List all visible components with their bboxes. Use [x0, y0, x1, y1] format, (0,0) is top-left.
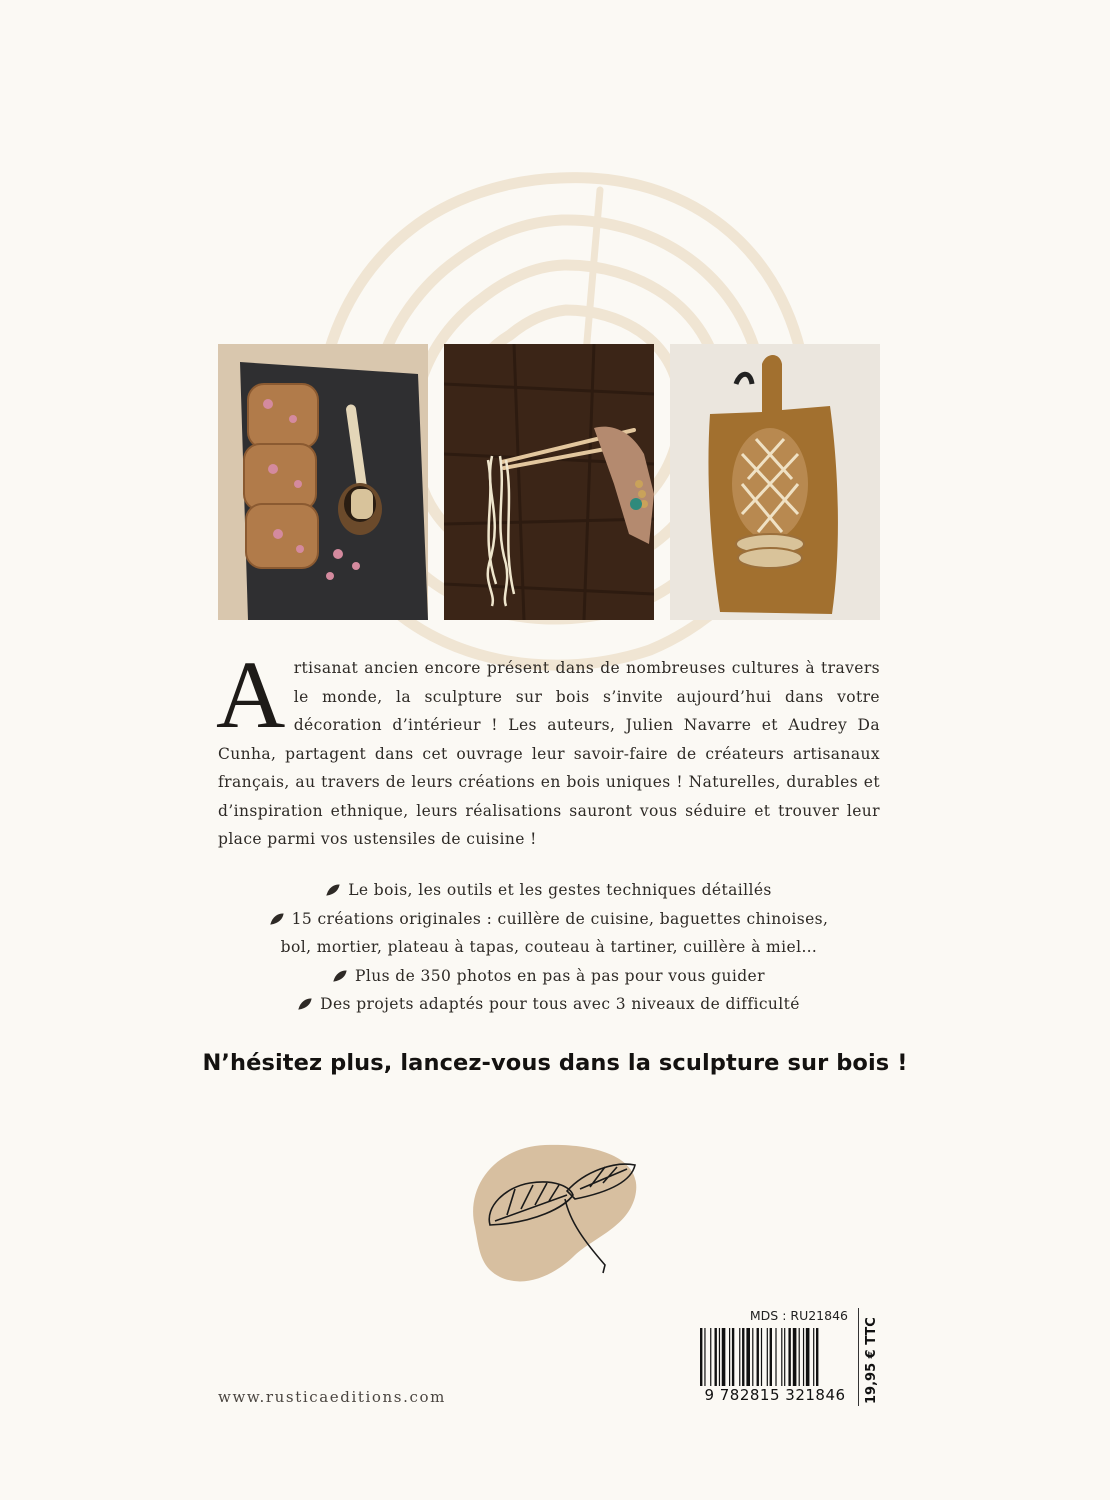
list-item-continued: bol, mortier, plateau à tapas, couteau à tartiner, cuillère à miel…	[280, 938, 818, 956]
leaf-bullet-icon	[298, 998, 312, 1010]
isbn-number: 9 782815 321846	[704, 1386, 846, 1404]
leaf-bullet-icon	[326, 884, 340, 896]
tagline: N’hésitez plus, lancez-vous dans la sculpture sur bois !	[202, 1050, 908, 1076]
list-item: 15 créations originales : cuillère de cuisine, baguettes chinoises,	[218, 905, 880, 934]
barcode-block	[696, 1308, 854, 1408]
website-url[interactable]: www.rusticaeditions.com	[218, 1388, 446, 1406]
divider	[858, 1308, 859, 1406]
list-item: Plus de 350 photos en pas à pas pour vous guider	[218, 962, 880, 991]
list-item: Des projets adaptés pour tous avec 3 niveaux de difficulté	[218, 990, 880, 1019]
photo-waffles-honey-dipper	[218, 344, 428, 620]
intro-paragraph	[216, 641, 880, 854]
leaf-bullet-icon	[270, 913, 284, 925]
list-item: Le bois, les outils et les gestes techniques détaillés	[218, 876, 880, 905]
price-label: 19,95 € TTC	[864, 1317, 879, 1404]
leaf-bullet-icon	[333, 970, 347, 982]
intro-text: rtisanat ancien encore présent dans de nombreuses cultures à travers le monde, la sculpture sur bois s’invite aujourd’hui dans votre décoration d’intérieur ! Les auteurs, Julien Navarre et Audrey Da Cunha, partagent dans cet ouvrage leur savoir-faire de créateurs artisanaux français, au travers de leurs créations en bois uniques ! Naturelles, durables et d’inspiration ethnique, leurs réalisations sauront vous séduire et trouver leur place parmi vos ustensiles de cuisine !	[218, 659, 880, 848]
feature-list	[218, 876, 880, 1019]
photo-chopsticks-noodles	[444, 344, 654, 620]
maple-seed-emblem-icon	[455, 1137, 655, 1289]
photo-bread-cutting-board	[670, 344, 880, 620]
drop-cap: A	[216, 641, 286, 748]
mds-code: MDS : RU21846	[749, 1308, 848, 1323]
barcode-icon	[700, 1328, 850, 1386]
